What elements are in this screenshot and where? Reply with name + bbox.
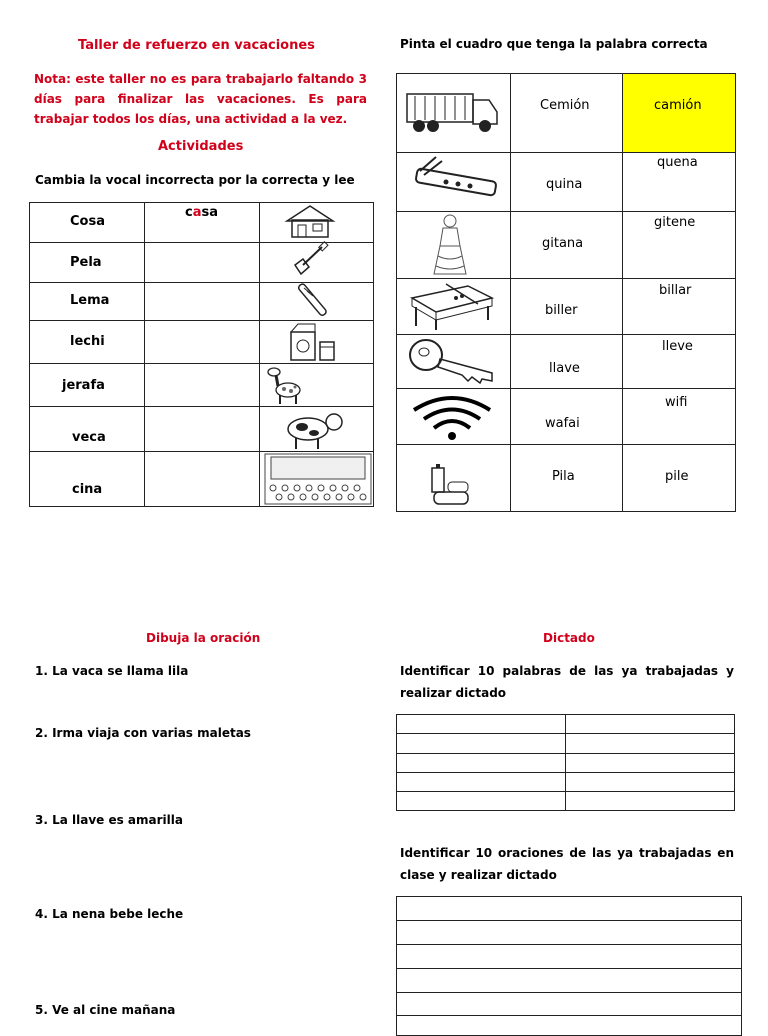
nail-file-icon	[295, 283, 335, 319]
option-a-4[interactable]: biller	[545, 303, 578, 318]
answer-cell-3[interactable]	[145, 283, 258, 319]
answer-cell-4[interactable]	[145, 321, 258, 362]
note-text: Nota: este taller no es para trabajarlo faltando 3 días para finalizar las vacaciones. Es para trabajar todos los días, una actividad a la vez.	[34, 72, 367, 126]
option-a-6[interactable]: wafai	[545, 416, 580, 431]
option-b-3[interactable]: gitene	[654, 215, 696, 230]
vowel-word-4: lechi	[70, 334, 105, 349]
page-title: Taller de refuerzo en vacaciones	[78, 38, 315, 53]
vowel-word-6: veca	[72, 430, 106, 445]
sentence-2: 2. Irma viaja con varias maletas	[35, 726, 251, 740]
option-a-5[interactable]: llave	[549, 361, 580, 376]
vowel-word-7: cina	[72, 482, 103, 497]
cinema-audience-icon	[263, 452, 373, 506]
sentence-4: 4. La nena bebe leche	[35, 907, 184, 921]
milk-carton-icon	[288, 322, 342, 362]
highlight-cell	[622, 74, 735, 152]
key-icon	[404, 335, 500, 387]
answer-cell-6[interactable]	[145, 407, 258, 450]
vowel-word-2: Pela	[70, 255, 102, 270]
option-b-1[interactable]: camión	[654, 98, 702, 113]
wifi-icon	[410, 392, 494, 442]
shovel-icon	[289, 243, 329, 279]
truck-icon	[405, 88, 501, 134]
activities-heading: Actividades	[158, 139, 244, 154]
paint-instruction: Pinta el cuadro que tenga la palabra correcta	[400, 37, 708, 51]
vowel-instruction: Cambia la vocal incorrecta por la correcta y lee	[35, 173, 355, 187]
vowel-word-5: jerafa	[62, 378, 105, 393]
option-a-3[interactable]: gitana	[542, 236, 584, 251]
answer-cell-2[interactable]	[145, 243, 258, 281]
option-a-1[interactable]: Cemión	[540, 98, 590, 113]
sentence-3: 3. La llave es amarilla	[35, 813, 183, 827]
option-a-2[interactable]: quina	[546, 177, 583, 192]
cow-icon	[282, 407, 348, 451]
example-answer: casa	[185, 205, 219, 220]
giraffe-icon	[262, 364, 310, 406]
sentence-1: 1. La vaca se llama lila	[35, 664, 189, 678]
draw-heading: Dibuja la oración	[146, 631, 261, 645]
dictation-heading: Dictado	[543, 631, 595, 645]
flute-icon	[406, 153, 506, 209]
option-b-2[interactable]: quena	[657, 155, 698, 170]
vowel-word-1: Cosa	[70, 214, 105, 229]
battery-icon	[428, 462, 476, 508]
answer-cell-5[interactable]	[145, 364, 258, 405]
option-b-5[interactable]: lleve	[662, 339, 693, 354]
option-b-4[interactable]: billar	[659, 283, 692, 298]
gypsy-figure-icon	[430, 212, 470, 278]
option-b-6[interactable]: wifi	[665, 395, 688, 410]
vowel-word-3: Lema	[70, 293, 110, 308]
house-icon	[283, 203, 337, 241]
option-b-7[interactable]: pile	[665, 469, 689, 484]
billiard-table-icon	[406, 280, 496, 332]
answer-cell-7[interactable]	[145, 452, 258, 506]
sentence-5: 5. Ve al cine mañana	[35, 1003, 176, 1017]
option-a-7[interactable]: Pila	[552, 469, 575, 484]
dictation-sentences-instruction: Identificar 10 oraciones de las ya trabajadas en clase y realizar dictado	[400, 846, 734, 882]
dictation-words-instruction: Identificar 10 palabras de las ya trabajadas y realizar dictado	[400, 664, 734, 700]
